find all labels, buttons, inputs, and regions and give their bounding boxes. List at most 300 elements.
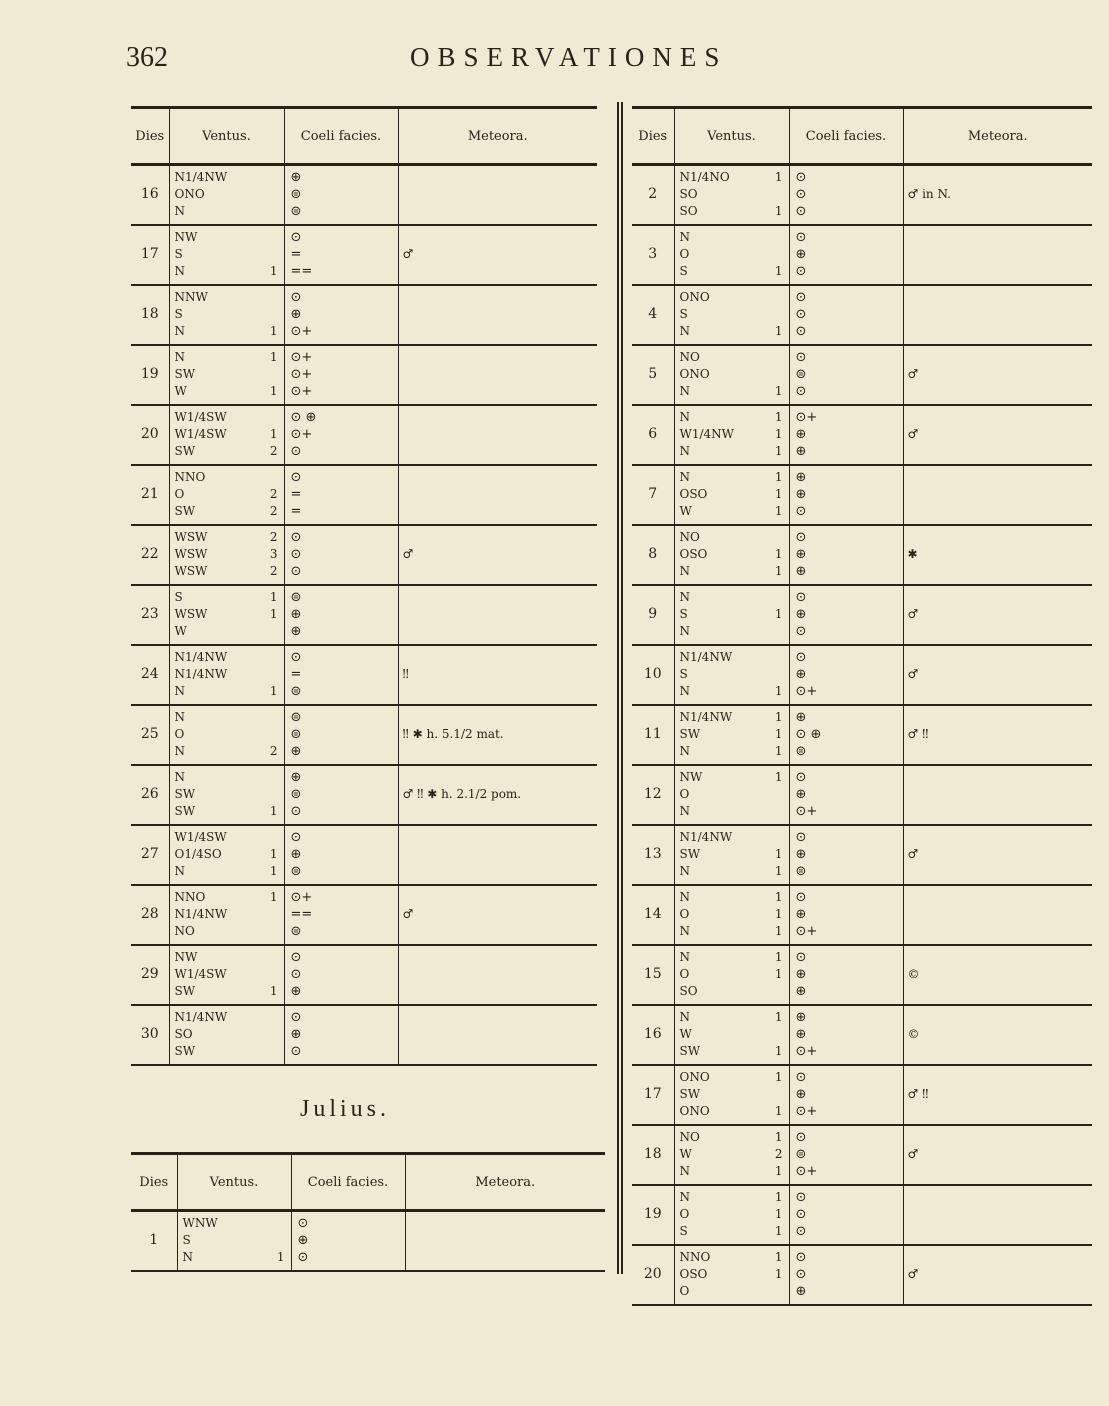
sky-symbol: ⊕ [795,443,807,459]
wind-force [769,829,783,846]
wind-direction: SO [679,203,698,218]
day-cell: 16 [131,165,169,226]
sky-symbol: ⊕ [290,169,302,185]
meteora-cell: © [903,1005,1092,1065]
day-cell: 9 [632,585,674,645]
wind-direction: S [174,246,183,261]
sky-cell [284,885,398,945]
wind-force [264,649,278,666]
meteora-cell [903,1185,1092,1245]
day-cell: 18 [632,1125,674,1185]
wind-cell [169,645,284,705]
wind-direction: SW [174,983,196,998]
wind-line [170,546,284,563]
table-row [131,885,597,945]
day-cell: 7 [632,465,674,525]
day-cell: 26 [131,765,169,825]
wind-line [675,203,789,220]
meteora-cell: ♂ [398,225,597,285]
wind-line [675,349,789,366]
wind-cell [674,1245,789,1305]
sky-cell [789,705,903,765]
wind-cell [169,945,284,1005]
wind-direction: NW [174,229,198,244]
wind-line [675,1086,789,1103]
wind-cell [169,765,284,825]
meteora-cell [903,765,1092,825]
wind-cell [169,525,284,585]
wind-force: 1 [276,1249,285,1264]
wind-force [769,366,783,383]
wind-force [264,923,278,940]
wind-direction: SW [174,443,196,458]
wind-force [264,366,278,383]
wind-force: 1 [774,1129,783,1144]
sky-cell [284,1005,398,1065]
sky-cell [789,465,903,525]
wind-direction: N [679,743,690,758]
wind-direction: N [174,683,185,698]
meteora-cell: ♂ [903,645,1092,705]
wind-line [675,1206,789,1223]
wind-line [170,426,284,443]
sky-symbol: ⊕ [290,1026,302,1042]
day-cell: 23 [131,585,169,645]
wind-line [675,503,789,520]
wind-direction: SW [679,1043,701,1058]
wind-force: 1 [774,1266,783,1281]
sky-symbol: ⊙ [795,623,807,639]
meteora-cell: ♂ [398,525,597,585]
sky-symbol: ⊕ [795,469,807,485]
wind-direction: N [679,889,690,904]
wind-direction: W1/4SW [174,829,227,844]
wind-line [170,289,284,306]
sky-symbol: ⊙ [290,949,302,965]
day-cell: 25 [131,705,169,765]
sky-symbol: ⊙ [290,443,302,459]
wind-direction: N1/4NO [679,169,730,184]
wind-direction: S [679,666,688,681]
table-row [632,1245,1092,1305]
wind-force [264,306,278,323]
wind-line [170,623,284,640]
wind-direction: O [679,906,690,921]
wind-line [675,1266,789,1283]
wind-direction: W [679,503,692,518]
wind-direction: N [679,949,690,964]
wind-cell [169,405,284,465]
wind-direction: N [174,743,185,758]
wind-force [264,169,278,186]
day-cell: 19 [632,1185,674,1245]
wind-line [675,306,789,323]
wind-line [675,323,789,340]
wind-direction: W [174,623,187,638]
wind-line [675,923,789,940]
table-row [632,885,1092,945]
sky-symbol: ⊙ [795,186,807,202]
wind-cell [674,405,789,465]
wind-direction: N [679,443,690,458]
table-row [131,345,597,405]
wind-line [170,1026,284,1043]
wind-cell [169,825,284,885]
wind-direction: N [679,623,690,638]
wind-force: 1 [269,349,278,364]
wind-direction: ONO [679,1069,710,1084]
wind-direction: N [679,383,690,398]
wind-direction: N [679,1009,690,1024]
wind-line [170,649,284,666]
wind-force [264,709,278,726]
coeli-header: Coeli facies. [789,108,903,165]
table-row [131,1005,597,1065]
wind-force: 1 [774,203,783,218]
wind-direction: NW [679,769,703,784]
sky-cell [789,765,903,825]
wind-line [170,846,284,863]
sky-symbol: ⊙ [795,649,807,665]
meteora-cell [398,345,597,405]
wind-force [264,289,278,306]
wind-force: 1 [774,1223,783,1238]
sky-symbol: ⊙ [297,1249,309,1265]
wind-force [769,246,783,263]
wind-cell [674,885,789,945]
wind-force [264,829,278,846]
sky-symbol: ⊙+ [795,1163,818,1179]
table-row [131,285,597,345]
wind-line [170,503,284,520]
left-observation-table [131,106,597,1066]
meteora-cell [398,285,597,345]
sky-cell [789,165,903,226]
wind-direction: WSW [174,529,208,544]
sky-symbol: ⊙+ [795,409,818,425]
wind-line [170,966,284,983]
sky-symbol: ⊕ [795,486,807,502]
wind-direction: WNW [182,1215,218,1230]
table-row [131,225,597,285]
wind-line [170,229,284,246]
wind-line [170,486,284,503]
table-row [632,345,1092,405]
sky-symbol: ⊙ [795,1189,807,1205]
wind-force: 1 [774,683,783,698]
day-cell: 29 [131,945,169,1005]
table-row [632,225,1092,285]
wind-direction: O [679,246,690,261]
sky-symbol: ⊕ [290,846,302,862]
table-row [632,1005,1092,1065]
sky-symbol: ⊕ [795,786,807,802]
wind-force [264,1043,278,1060]
sky-cell [789,1245,903,1305]
wind-line [675,709,789,726]
day-cell: 13 [632,825,674,885]
ventus-header: Ventus. [169,108,284,165]
wind-line [170,889,284,906]
wind-force [769,803,783,820]
sky-cell [284,465,398,525]
wind-direction: SW [174,503,196,518]
wind-direction: SO [174,1026,193,1041]
wind-force: 1 [774,606,783,621]
meteora-cell [903,225,1092,285]
wind-direction: N1/4NW [174,649,228,664]
wind-force [769,589,783,606]
wind-force [769,229,783,246]
wind-cell [169,885,284,945]
wind-direction: NNO [174,889,206,904]
wind-direction: ONO [679,289,710,304]
wind-force [264,786,278,803]
wind-force: 1 [774,923,783,938]
sky-symbol: ⊙ [795,503,807,519]
wind-line [170,1009,284,1026]
sky-cell [284,225,398,285]
wind-direction: SW [174,786,196,801]
wind-force [769,1283,783,1300]
sky-symbol: ⊕ [795,709,807,725]
sky-symbol: = [290,246,302,262]
wind-direction: OSO [679,486,708,501]
wind-line [170,469,284,486]
sky-symbol: ⊙ [795,889,807,905]
wind-cell [674,1065,789,1125]
wind-line [675,906,789,923]
sky-symbol: ⊙ [795,529,807,545]
ventus-header: Ventus. [177,1154,291,1211]
sky-symbol: ⊙+ [795,1043,818,1059]
wind-cell [674,765,789,825]
sky-symbol: ⊕ [290,983,302,999]
wind-force [264,726,278,743]
wind-line [675,409,789,426]
wind-line [170,666,284,683]
right-observation-table [632,106,1092,1306]
sky-symbol: ⊕ [795,1009,807,1025]
wind-force: 1 [269,589,278,604]
wind-direction: SW [679,1086,701,1101]
sky-cell [291,1211,405,1272]
wind-line [675,1189,789,1206]
sky-symbol: ⊕ [795,846,807,862]
table-row [131,405,597,465]
wind-direction: O [679,786,690,801]
wind-force [264,623,278,640]
wind-direction: N [679,803,690,818]
wind-cell [674,225,789,285]
sky-symbol: ⊙ [290,1009,302,1025]
wind-direction: N1/4NW [174,666,228,681]
wind-line [675,486,789,503]
wind-direction: W1/4SW [174,409,227,424]
meteora-cell [398,1005,597,1065]
wind-line [675,1103,789,1120]
wind-direction: ONO [174,186,205,201]
wind-force: 2 [269,443,278,458]
wind-direction: N [679,469,690,484]
meteora-cell: ♂ ‼ [903,1065,1092,1125]
sky-symbol: ⊙ [290,469,302,485]
wind-line [170,983,284,1000]
wind-direction: NW [174,949,198,964]
day-cell: 1 [131,1211,177,1272]
wind-direction: SW [174,366,196,381]
meteora-header: Meteora. [398,108,597,165]
wind-direction: NNO [174,469,206,484]
table-row [131,525,597,585]
wind-force [264,1026,278,1043]
wind-force: 1 [774,906,783,921]
sky-symbol: ⊜ [795,1146,807,1162]
day-cell: 2 [632,165,674,226]
sky-cell [789,525,903,585]
sky-symbol: ⊜ [290,726,302,742]
wind-direction: NNW [174,289,208,304]
sky-symbol: ⊕ [795,1086,807,1102]
wind-force: 1 [774,443,783,458]
wind-force: 1 [269,846,278,861]
sky-symbol: ⊕ [290,769,302,785]
wind-line [675,383,789,400]
wind-force [264,186,278,203]
sky-cell [789,225,903,285]
wind-cell [674,705,789,765]
sky-cell [789,405,903,465]
wind-direction: W1/4SW [174,966,227,981]
sky-symbol: ⊕ [795,906,807,922]
wind-cell [169,1005,284,1065]
sky-symbol: ⊙+ [795,923,818,939]
table-row [131,165,597,226]
sky-cell [789,345,903,405]
wind-direction: N [679,1189,690,1204]
meteora-cell: ♂ [903,825,1092,885]
day-cell: 30 [131,1005,169,1065]
sky-symbol: ⊙ [795,1249,807,1265]
wind-force: 1 [774,949,783,964]
wind-line [675,469,789,486]
day-cell: 20 [131,405,169,465]
wind-line [675,949,789,966]
sky-symbol: ⊕ [290,743,302,759]
wind-line [675,889,789,906]
ventus-header: Ventus. [674,108,789,165]
sky-cell [789,285,903,345]
sky-symbol: ⊙ [290,1043,302,1059]
wind-line [675,983,789,1000]
wind-force [264,769,278,786]
dies-header: Dies [131,1154,177,1211]
wind-direction: N [679,923,690,938]
wind-line [675,169,789,186]
wind-cell [674,525,789,585]
sky-symbol: ⊙ [795,949,807,965]
wind-line [675,263,789,280]
sky-symbol: ⊙ [290,966,302,982]
wind-line [178,1249,291,1266]
wind-cell [674,945,789,1005]
wind-cell [169,165,284,226]
wind-direction: N [679,323,690,338]
sky-cell [789,1125,903,1185]
wind-force: 1 [269,606,278,621]
coeli-header: Coeli facies. [291,1154,405,1211]
wind-line [675,769,789,786]
sky-symbol: ⊕ [795,1283,807,1299]
wind-direction: ONO [679,366,710,381]
wind-line [170,906,284,923]
day-cell: 28 [131,885,169,945]
wind-force [264,469,278,486]
sky-symbol: ⊜ [795,743,807,759]
wind-force: 1 [269,383,278,398]
wind-direction: N [174,863,185,878]
sky-symbol: ⊙+ [290,366,313,382]
meteora-cell: ♂ [398,885,597,945]
day-cell: 14 [632,885,674,945]
wind-direction: O [679,1206,690,1221]
wind-cell [674,645,789,705]
wind-direction: O [174,486,185,501]
table-row [632,945,1092,1005]
wind-force: 3 [269,546,278,561]
wind-line [170,683,284,700]
wind-line [675,1163,789,1180]
sky-symbol: ⊕ [290,623,302,639]
wind-force: 1 [774,323,783,338]
wind-force [769,186,783,203]
wind-force: 2 [269,503,278,518]
sky-symbol: ⊙ [290,649,302,665]
wind-line [170,203,284,220]
wind-direction: N [679,563,690,578]
sky-symbol: ⊜ [290,923,302,939]
day-cell: 16 [632,1005,674,1065]
wind-cell [177,1211,291,1272]
day-cell: 8 [632,525,674,585]
wind-direction: W1/4NW [679,426,734,441]
wind-force [264,229,278,246]
wind-line [675,666,789,683]
wind-direction: S [174,306,183,321]
column-divider [617,102,623,1274]
day-cell: 27 [131,825,169,885]
day-cell: 17 [632,1065,674,1125]
wind-cell [169,705,284,765]
sky-symbol: == [290,263,313,279]
wind-line [675,426,789,443]
wind-force [769,529,783,546]
day-cell: 12 [632,765,674,825]
sky-symbol: ⊙ [290,289,302,305]
wind-direction: W [174,383,187,398]
wind-direction: N [679,1163,690,1178]
wind-line [675,443,789,460]
sky-cell [789,1185,903,1245]
sky-symbol: ⊙ [795,349,807,365]
sky-symbol: ⊕ [795,246,807,262]
wind-line [170,709,284,726]
sky-symbol: ⊜ [290,786,302,802]
julius-observation-table [131,1152,605,1272]
day-cell: 11 [632,705,674,765]
day-cell: 18 [131,285,169,345]
table-row [632,285,1092,345]
